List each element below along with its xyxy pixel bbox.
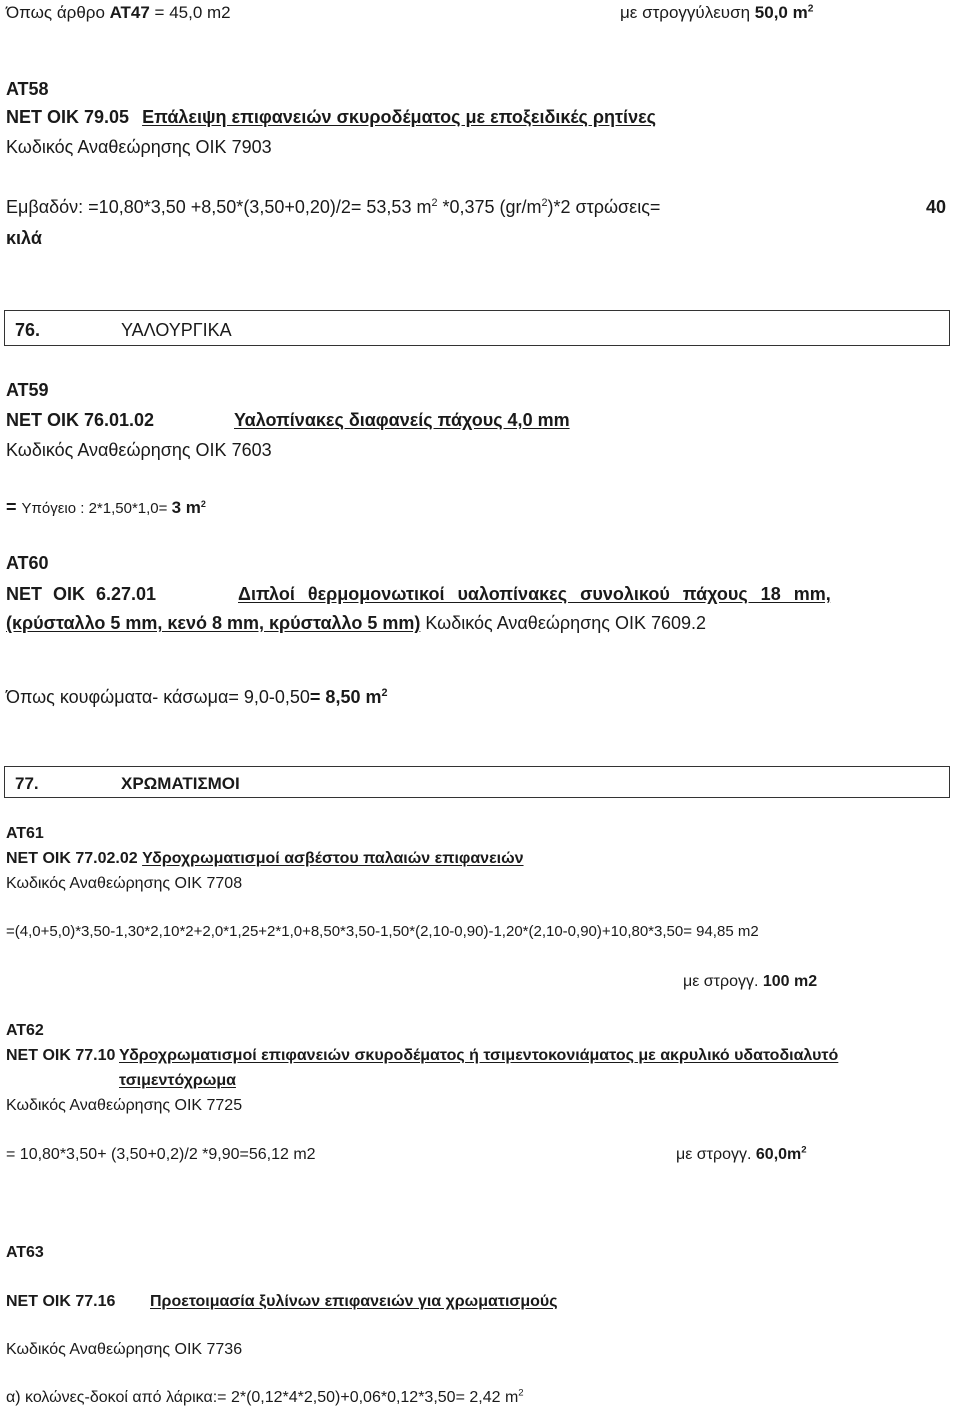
at63-calc-sup: 2 — [518, 1387, 524, 1399]
at61-code: ΝΕΤ ΟΙΚ 77.02.02 — [6, 850, 138, 867]
section-76-header — [4, 310, 950, 346]
at60-code: ΝΕΤ ΟΙΚ 6.27.01 — [6, 584, 157, 604]
at63-code: ΝΕΤ ΟΙΚ 77.16 — [6, 1293, 116, 1310]
section-77-title: ΧΡΩΜΑΤΙΣΜΟΙ — [121, 774, 240, 793]
at61-calc: =(4,0+5,0)*3,50-1,30*2,10*2+2,0*1,25+2*1,0+8,50*3,50-1,50*(2,10-0,90)-1,20*(2,10-0,90)+10,80*3,50= 94,85 m2 — [6, 923, 759, 940]
at62-heading — [6, 1048, 838, 1064]
at61-label: ΑΤ61 — [6, 825, 44, 842]
at61-revision: Κωδικός Αναθεώρησης ΟΙΚ 7708 — [6, 875, 243, 892]
at47-round-label: με στρογγύλευση — [620, 3, 755, 22]
at61-title: Υδροχρωματισμοί ασβέστου παλαιών επιφανειών — [142, 850, 524, 867]
at58-calc-c: )*2 στρώσεις= — [547, 197, 661, 217]
at60-heading — [6, 585, 952, 603]
section-77-number: 77. — [15, 774, 39, 793]
at60-calc-text: Όπως κουφώματα- κάσωμα= 9,0-0,50 — [6, 687, 310, 707]
at58-calc-a: Εμβαδόν: =10,80*3,50 +8,50*(3,50+0,20)/2= 53,53 m — [6, 197, 432, 217]
at63-calc-text: α) κολώνες-δοκοί από λάρικα:= 2*(0,12*4*2,50)+0,06*0,12*3,50= 2,42 m — [6, 1389, 519, 1406]
at62-code: ΝΕΤ ΟΙΚ 77.10 — [6, 1047, 116, 1064]
at59-calc-text: Υπόγειο : 2*1,50*1,0= — [21, 500, 172, 517]
at58-label: ΑΤ58 — [6, 79, 49, 99]
at59-title: Υαλοπίνακες διαφανείς πάχους 4,0 mm — [234, 410, 570, 430]
at62-title-a: Υδροχρωματισμοί επιφανειών σκυροδέματος ή τσιμεντοκονιάματος με ακρυλικό υδατοδιαλυτό — [119, 1047, 839, 1064]
at61-round-value: 100 m2 — [758, 973, 818, 990]
at59-heading — [6, 411, 570, 429]
at60-calc — [6, 688, 388, 706]
at58-calc-sup2: 2 — [541, 197, 548, 209]
at63-calc — [6, 1387, 524, 1406]
at61-round-label: με στρογγ. — [683, 973, 759, 990]
at63-heading — [6, 1294, 558, 1310]
at62-calc: = 10,80*3,50+ (3,50+0,2)/2 *9,90=56,12 m2 — [6, 1146, 316, 1163]
at60-result: = 8,50 m — [309, 687, 382, 707]
at62-round-sup: 2 — [801, 1144, 807, 1156]
at59-calc-eq: = — [6, 497, 22, 517]
at47-prefix: Όπως άρθρο — [6, 3, 110, 22]
at58-result: 40 — [926, 197, 947, 217]
at60-title-a: Διπλοί θερμομονωτικοί υαλοπίνακες συνολικού πάχους 18 mm, — [238, 584, 831, 604]
at58-calc-sup1: 2 — [431, 197, 438, 209]
at47-round-value: 50,0 m — [754, 3, 808, 22]
at58-heading — [6, 108, 656, 126]
at58-title: Επάλειψη επιφανειών σκυροδέματος με εποξειδικές ρητίνες — [142, 107, 656, 127]
at63-title: Προετοιμασία ξυλίνων επιφανειών για χρωματισμούς — [150, 1293, 558, 1310]
at59-label: ΑΤ59 — [6, 380, 49, 400]
at59-result: 3 m — [171, 498, 201, 517]
at60-label: ΑΤ60 — [6, 553, 49, 573]
at58-code: ΝΕΤ ΟΙΚ 79.05 — [6, 107, 130, 127]
at61-heading — [6, 851, 524, 867]
at47-rounding — [620, 4, 813, 21]
section-77-header — [4, 766, 950, 798]
at47-value: = 45,0 m2 — [149, 3, 231, 22]
at62-label: ΑΤ62 — [6, 1022, 44, 1039]
section-76-title: ΥΑΛΟΥΡΓΙΚΑ — [121, 320, 232, 340]
at63-label: ΑΤ63 — [6, 1244, 44, 1261]
at59-code: ΝΕΤ ΟΙΚ 76.01.02 — [6, 410, 155, 430]
at61-rounding — [683, 974, 817, 990]
at62-round-value: 60,0m — [755, 1146, 802, 1163]
at60-result-sup: 2 — [381, 687, 388, 699]
at58-revision: Κωδικός Αναθεώρησης ΟΙΚ 7903 — [6, 137, 272, 157]
at60-heading-cont — [6, 614, 706, 632]
at62-round-label: με στρογγ. — [676, 1146, 756, 1163]
at47-line — [6, 4, 231, 21]
section-76-number: 76. — [15, 320, 41, 340]
at47-article: ΑΤ47 — [109, 3, 150, 22]
at47-round-sup: 2 — [807, 3, 814, 15]
at59-revision: Κωδικός Αναθεώρησης ΟΙΚ 7603 — [6, 440, 272, 460]
at59-result-sup: 2 — [200, 499, 206, 509]
at63-revision: Κωδικός Αναθεώρησης ΟΙΚ 7736 — [6, 1341, 243, 1358]
at58-calc-b: *0,375 (gr/m — [437, 197, 542, 217]
at59-calc — [6, 498, 206, 516]
at62-revision: Κωδικός Αναθεώρησης ΟΙΚ 7725 — [6, 1097, 243, 1114]
at60-revision: Κωδικός Αναθεώρησης ΟΙΚ 7609.2 — [425, 613, 707, 633]
at60-title-b: (κρύσταλλο 5 mm, κενό 8 mm, κρύσταλλο 5 mm) — [6, 613, 421, 633]
at62-rounding — [676, 1144, 807, 1163]
at58-calc — [6, 198, 660, 216]
at58-unit: κιλά — [6, 228, 42, 248]
at62-title-b: τσιμεντόχρωμα — [119, 1072, 236, 1089]
